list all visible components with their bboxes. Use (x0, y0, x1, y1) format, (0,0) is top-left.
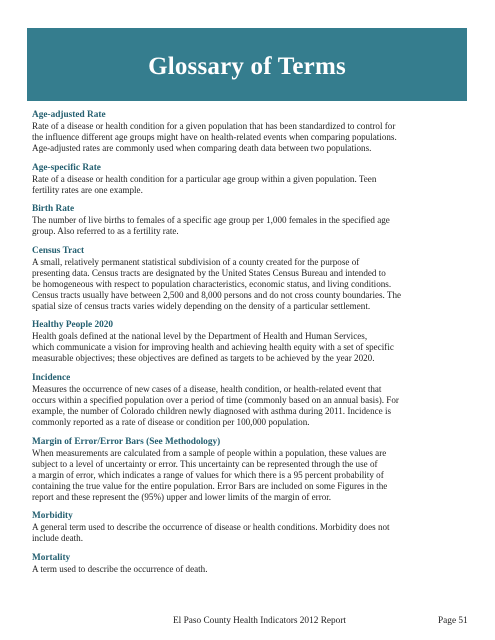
title-banner (27, 28, 467, 101)
glossary-definition-line: presenting data. Census tracts are designated by the United States Census Bureau and intended to (32, 267, 386, 278)
glossary-term: Age-specific Rate (32, 162, 101, 173)
glossary-definition-line: a margin of error, which indicates a range of values for which there is a 95 percent probability of (32, 469, 384, 480)
glossary-definition-line: example, the number of Colorado children newly diagnosed with asthma during 2011. Incidence is (32, 405, 392, 416)
glossary-term: Age-adjusted Rate (32, 110, 106, 120)
glossary-definition-line: Health goals defined at the national level by the Department of Health and Human Services, (32, 331, 368, 342)
glossary-entry (32, 320, 464, 364)
glossary-definition-line: group. Also referred to as a fertility rate. (32, 226, 179, 237)
glossary-definition-line: which communicate a vision for improving health and achieving health equity with a set of specific (32, 342, 394, 353)
glossary-definition-line: the influence different age groups might have on health-related events when comparing populations. (32, 132, 397, 142)
glossary-definition-line: fertility rates are one example. (32, 184, 143, 195)
glossary-definition-line: include death. (32, 533, 84, 544)
footer-report-title: El Paso County Health Indicators 2012 Report (173, 616, 347, 626)
glossary-definition-line: Rate of a disease or health condition for a given population that has been standardized to control for (32, 121, 396, 131)
glossary-definition-line: occurs within a specified population over a period of time (commonly based on an annual basis). For (32, 394, 399, 405)
glossary-definition-line: The number of live births to females of a specific age group per 1,000 females in the specified age (32, 215, 390, 226)
glossary-definition-line: be homogeneous with respect to population characteristics, economic status, and living conditions. (32, 278, 392, 289)
glossary-definition-line: measurable objectives; these objectives are defined as targets to be achieved by the year 2020. (32, 353, 375, 364)
glossary-definition-line: containing the true value for the entire population. Error Bars are included on some Figures in the (32, 480, 388, 491)
glossary-term: Morbidity (32, 511, 73, 522)
glossary-definition-line: commonly reported as a rate of disease or condition per 100,000 population. (32, 416, 310, 427)
page-footer (0, 616, 495, 630)
glossary-term: Mortality (32, 552, 71, 563)
glossary-definition-line: Age-adjusted rates are commonly used when comparing death data between two populations. (32, 143, 372, 153)
glossary-definition-line: When measurements are calculated from a sample of people within a population, these values are (32, 447, 387, 458)
glossary-definition-line: report and these represent the (95%) upper and lower limits of the margin of error. (32, 491, 332, 502)
glossary-entry (32, 204, 464, 237)
glossary-term: Margin of Error/Error Bars (See Methodology) (32, 436, 221, 447)
glossary-definition-line: spatial size of census tracts varies widely depending on the density of a particular settlement. (32, 300, 371, 311)
glossary-term: Incidence (32, 372, 71, 383)
glossary-definition-line: Rate of a disease or health condition for a particular age group within a given population. Teen (32, 173, 377, 184)
page-title: Glossary of Terms (148, 52, 346, 80)
glossary-entry (32, 511, 464, 544)
footer-page-number: Page 51 (438, 616, 468, 626)
glossary-entry (32, 437, 464, 503)
glossary-definition-line: Measures the occurrence of new cases of a disease, health condition, or health-related event that (32, 383, 382, 394)
glossary-term: Birth Rate (32, 204, 75, 215)
glossary-definition-line: A small, relatively permanent statistical subdivision of a county created for the purpose of (32, 256, 360, 267)
glossary-entry (32, 553, 464, 575)
glossary-definition-line: A general term used to describe the occurrence of disease or health conditions. Morbidity does not (32, 522, 390, 533)
glossary-entry (32, 246, 464, 312)
glossary-definition-line: Census tracts usually have between 2,500 and 8,000 persons and do not cross county boundaries. The (32, 289, 402, 300)
glossary-entry (32, 110, 464, 154)
glossary-entry (32, 373, 464, 428)
glossary-definition-line: subject to a level of uncertainty or error. This uncertainty can be represented through the use of (32, 458, 378, 469)
glossary-term: Healthy People 2020 (32, 320, 114, 331)
glossary-term: Census Tract (32, 245, 85, 256)
glossary-entry (32, 163, 464, 196)
glossary-list (32, 110, 464, 583)
glossary-definition-line: A term used to describe the occurrence of death. (32, 563, 208, 574)
